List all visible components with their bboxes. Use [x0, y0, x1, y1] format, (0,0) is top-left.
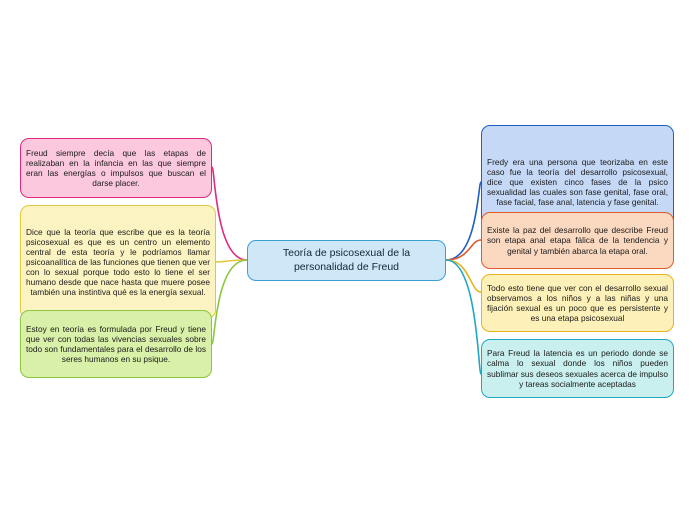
connector-right-0 — [446, 182, 481, 260]
root-label: Teoría de psicosexual de la personalidad de Freud — [282, 246, 411, 273]
branch-label: Estoy en teoría es formulada por Freud y tiene que ver con todas las vivencias sexuales sobre todo son fundamentales para el desarrollo de los seres humanos en su psique. — [26, 323, 206, 365]
branch-node-right-2[interactable] — [481, 212, 674, 269]
connector-left-0 — [212, 167, 247, 260]
connector-right-2 — [446, 260, 481, 292]
branch-label: Todo esto tiene que ver con el desarrollo sexual observamos a los niños y a las niñas y una fijación sexual es un poco que es persistente y es una etapa psicosexual — [487, 282, 668, 324]
connector-right-3 — [446, 260, 481, 374]
branch-label: Existe la paz del desarrollo que describe Freud son etapa anal etapa fálica de la tendencia y genital y también abarca la etapa oral. — [487, 225, 668, 256]
branch-label: Fredy era una persona que teorizaba en este caso fue la teoría del desarrollo psicosexual, dice que existen cinco fases de la psico sexualidad las cuales son fase genital, fase oral, fase facial, fase anal, latencia y fase genital. — [487, 156, 668, 208]
branch-node-left-2[interactable] — [20, 205, 216, 319]
connector-left-1 — [216, 260, 247, 262]
connector-right-1 — [446, 240, 481, 260]
branch-node-right-3[interactable] — [481, 274, 674, 332]
branch-node-left-1[interactable] — [20, 138, 212, 198]
branch-node-right-4[interactable] — [481, 339, 674, 398]
branch-node-left-3[interactable] — [20, 310, 212, 378]
branch-label: Freud siempre decía que las etapas de realizaban en la infancia en las que siempre eran las energías o impulsos que buscan el darse placer. — [26, 147, 206, 189]
root-node[interactable] — [247, 240, 446, 281]
branch-label: Para Freud la latencia es un periodo donde se calma lo sexual donde los niños pueden sublimar sus deseos sexuales acerca de impulso y tareas socialmente aceptadas — [487, 348, 668, 389]
branch-label: Dice que la teoría que escribe que es la teoría psicosexual es que es un centro un elemento central de esta teoría y le podríamos llamar psicoanalítica de las funciones que tienen que ver con lo sexual porque todo esto lo tiene el ser humano desde que nace hasta que muere posee también una instintiva qué es la energía sexual. — [26, 226, 210, 298]
connector-left-2 — [212, 260, 247, 344]
